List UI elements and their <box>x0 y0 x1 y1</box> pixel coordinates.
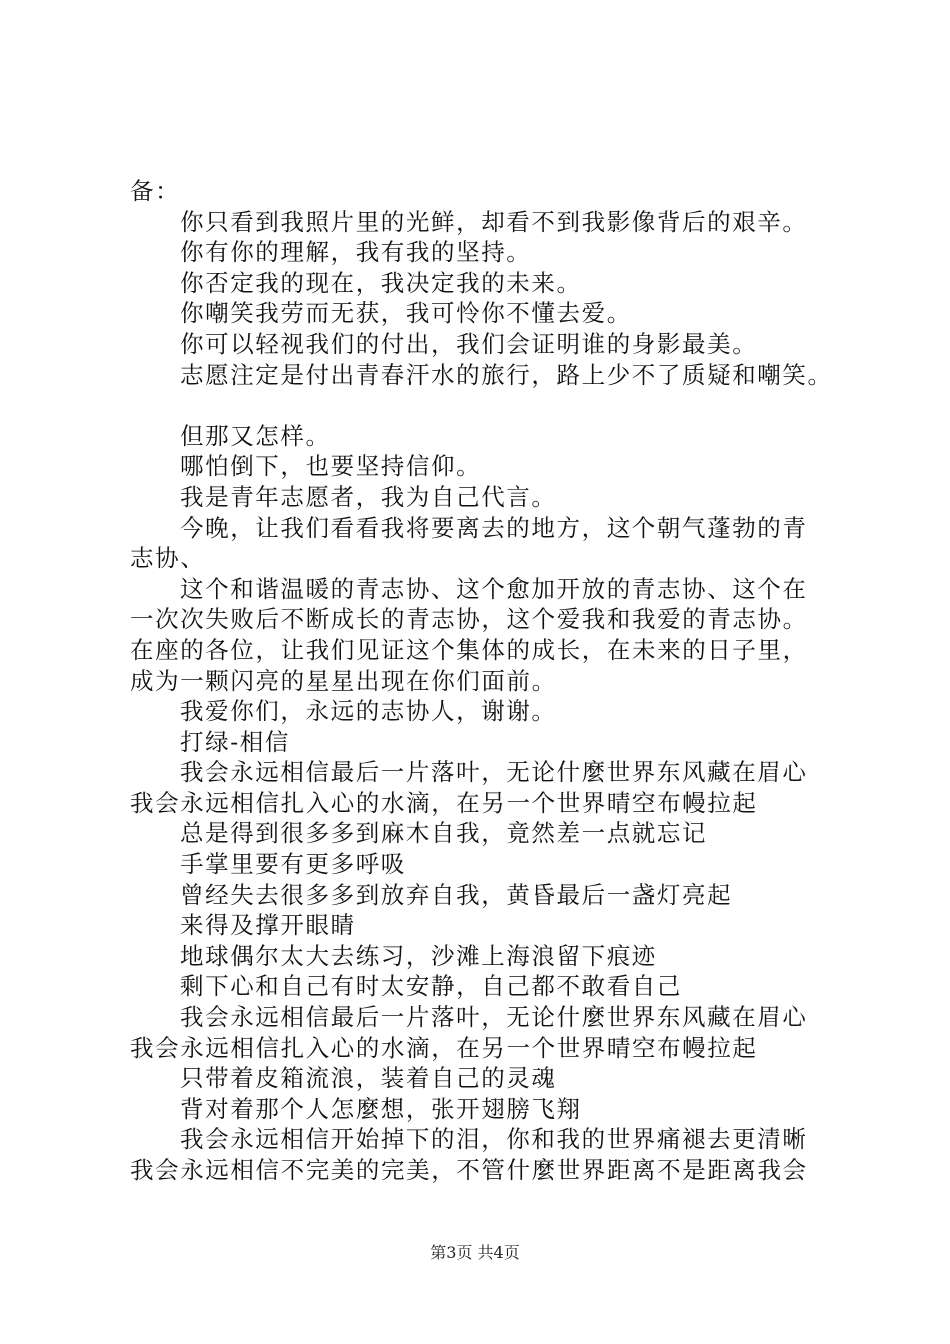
text-line: 你可以轻视我们的付出，我们会证明谁的身影最美。 <box>180 329 758 358</box>
document-body <box>130 176 835 1186</box>
lyric-line: 地球偶尔太大去练习，沙滩上海浪留下痕迹 <box>180 941 657 970</box>
lyric-line: 总是得到很多多到麻木自我，竟然差一点就忘记 <box>180 819 708 848</box>
lyric-line: 我会永远相信不完美的完美，不管什麼世界距离不是距离我会 <box>130 1156 808 1184</box>
text-line: 你嘲笑我劳而无获，我可怜你不懂去爱。 <box>180 299 632 328</box>
lyric-line: 背对着那个人怎麼想，张开翅膀飞翔 <box>180 1094 582 1123</box>
text-line: 我是青年志愿者，我为自己代言。 <box>180 482 557 511</box>
text-line: 我爱你们，永远的志协人，谢谢。 <box>180 697 557 726</box>
text-line: 在座的各位，让我们见证这个集体的成长，在未来的日子里， <box>130 635 808 664</box>
text-line: 哪怕倒下，也要坚持信仰。 <box>180 452 482 481</box>
text-line: 这个和谐温暖的青志协、这个愈加开放的青志协、这个在 <box>180 574 808 603</box>
song-title: 打绿-相信 <box>180 727 290 756</box>
lyric-line: 来得及撑开眼睛 <box>180 911 356 940</box>
text-line: 但那又怎样。 <box>180 421 331 450</box>
text-line: 一次次失败后不断成长的青志协，这个爱我和我爱的青志协。 <box>130 605 808 634</box>
text-line: 你有你的理解，我有我的坚持。 <box>180 238 532 267</box>
lyric-line: 只带着皮箱流浪，装着自己的灵魂 <box>180 1064 557 1093</box>
lyric-line: 我会永远相信开始掉下的泪，你和我的世界痛褪去更清晰 <box>180 1125 808 1154</box>
paragraph-gap <box>130 390 835 421</box>
text-line: 成为一颗闪亮的星星出现在你们面前。 <box>130 666 557 695</box>
lyric-line: 我会永远相信扎入心的水滴，在另一个世界晴空布幔拉起 <box>130 788 758 817</box>
text-line: 志愿注定是付出青春汗水的旅行，路上少不了质疑和嘲笑。 <box>180 360 833 389</box>
text-line: 志协、 <box>130 544 206 573</box>
lyric-line: 我会永远相信扎入心的水滴，在另一个世界晴空布幔拉起 <box>130 1033 758 1062</box>
text-line: 今晚，让我们看看我将要离去的地方，这个朝气蓬勃的青 <box>180 513 808 542</box>
text-line: 你只看到我照片里的光鲜，却看不到我影像背后的艰辛。 <box>180 207 808 236</box>
lyric-line: 曾经失去很多多到放弃自我，黄昏最后一盏灯亮起 <box>180 880 733 909</box>
lyric-line: 手掌里要有更多呼吸 <box>180 850 406 879</box>
lyric-line: 我会永远相信最后一片落叶，无论什麼世界东风藏在眉心 <box>180 758 808 787</box>
lyric-line: 剩下心和自己有时太安静，自己都不敢看自己 <box>180 972 682 1001</box>
text-line: 你否定我的现在，我决定我的未来。 <box>180 268 582 297</box>
text-line: 备： <box>130 177 181 205</box>
lyric-line: 我会永远相信最后一片落叶，无论什麼世界东风藏在眉心 <box>180 1003 808 1032</box>
page-footer: 第3页 共4页 <box>430 1243 520 1262</box>
